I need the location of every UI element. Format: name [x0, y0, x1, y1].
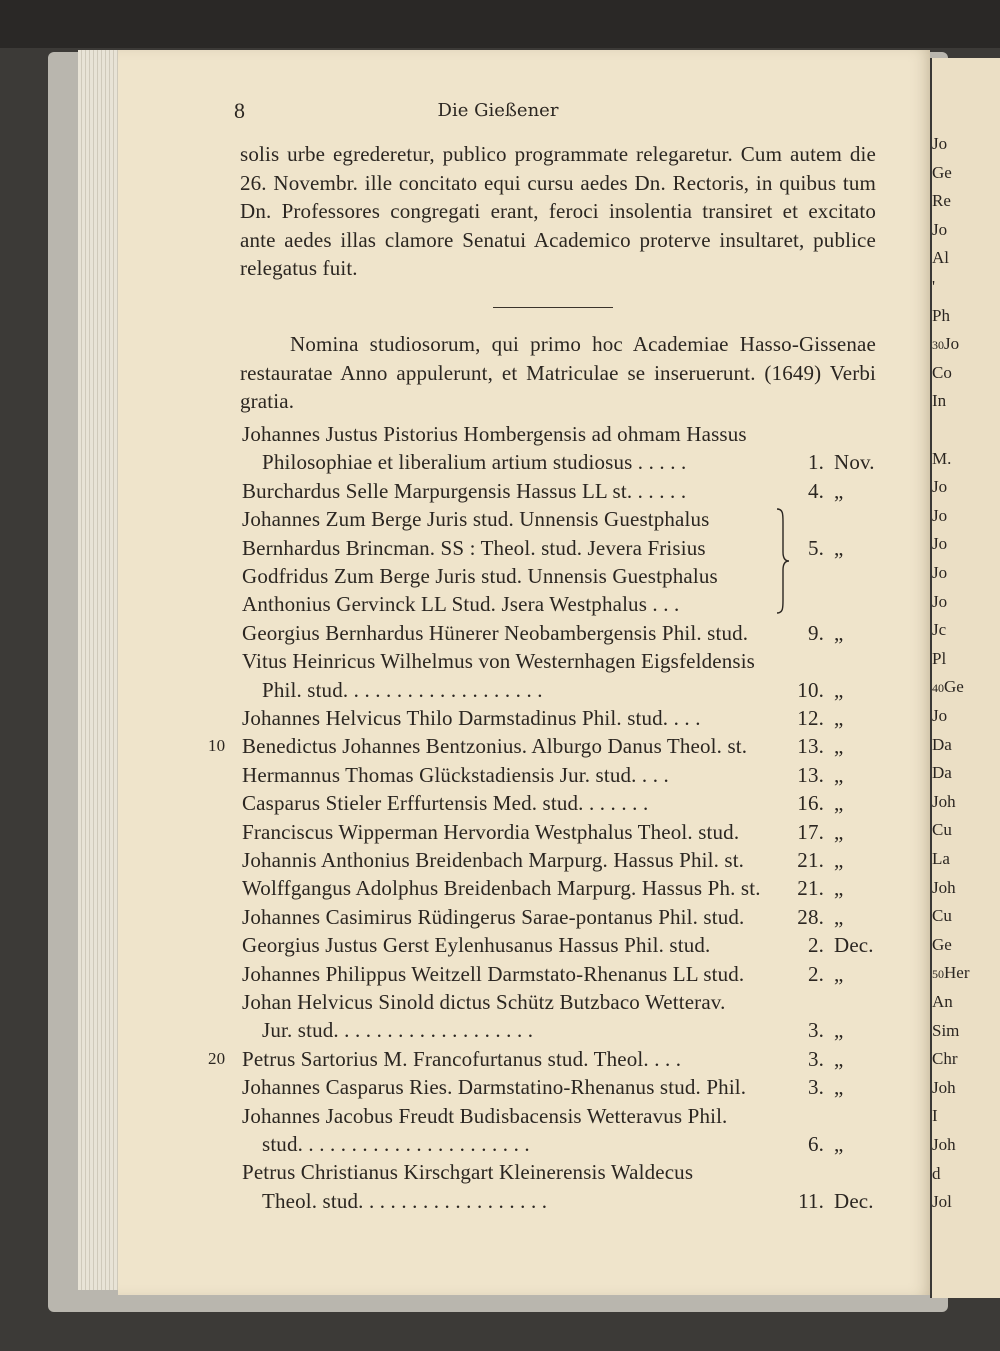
facing-page-line	[932, 792, 1000, 816]
facing-page-line	[932, 1135, 1000, 1159]
entry-day: 13.	[797, 734, 824, 759]
facing-line-text: Re	[932, 191, 951, 211]
facing-page-line	[932, 391, 1000, 415]
register-row	[0, 1132, 930, 1160]
facing-line-text: Joh	[932, 791, 956, 811]
facing-page-line	[932, 820, 1000, 844]
facing-page-line	[932, 649, 1000, 673]
entry-month: „	[834, 1132, 844, 1156]
register-row	[0, 1104, 930, 1132]
page-number: 8	[234, 98, 245, 123]
entry-day: 17.	[797, 819, 824, 844]
entry-month: „	[834, 762, 844, 787]
facing-line-text: Joh	[932, 877, 956, 897]
facing-line-text: Sim	[932, 1020, 960, 1040]
facing-line-text: Pl	[932, 648, 947, 668]
running-title: Die Gießener	[437, 100, 559, 121]
student-entry: Johannes Jacobus Freudt Budisbacensis Wetteravus Phil.	[242, 1103, 728, 1128]
register-row	[0, 763, 930, 791]
facing-line-text: Jo	[932, 563, 948, 582]
facing-line-text: Joh	[932, 1135, 956, 1154]
facing-page-line	[932, 334, 1000, 358]
student-entry: Johannes Justus Pistorius Hombergensis ad ohmam Hassus	[242, 422, 747, 446]
entry-month: „	[834, 620, 844, 645]
entry-day: 10.	[797, 677, 824, 702]
entry-month: „	[834, 819, 844, 844]
entry-day: 2.	[807, 961, 824, 986]
facing-page-line	[932, 706, 1000, 730]
entry-day: 13.	[797, 762, 824, 787]
register-row	[0, 791, 930, 819]
student-entry: Benedictus Johannes Bentzonius. Alburgo Danus Theol. st.	[242, 734, 748, 759]
facing-line-text: Ge	[932, 162, 952, 182]
facing-page-line	[932, 592, 1000, 616]
entry-month: „	[834, 478, 844, 503]
entry-month: Dec.	[834, 1188, 874, 1213]
facing-page-line	[932, 1078, 1000, 1102]
curly-brace-icon	[776, 508, 790, 614]
register-intro: Nomina studiosorum, qui primo hoc Academiae Hasso-Gissenae restauratae Anno appulerunt, et Matriculae se inseruerunt. (1649) Verbi gratia.	[240, 332, 876, 413]
facing-line-number: 30	[932, 338, 944, 353]
register-row	[0, 820, 930, 848]
register-row	[0, 962, 930, 990]
facing-page-line	[932, 620, 1000, 644]
entry-month: „	[834, 961, 844, 986]
facing-page-line	[932, 963, 1000, 987]
facing-line-text: Jo	[932, 591, 948, 611]
register-row	[0, 564, 930, 592]
register-row	[0, 678, 930, 706]
facing-page-line	[932, 449, 1000, 473]
entry-day: 9.	[807, 620, 824, 645]
facing-line-text: Chr	[932, 1049, 958, 1069]
entry-month: „	[834, 1018, 844, 1043]
student-entry: Phil. stud. . . . . . . . . . . . . . . . . . .	[262, 677, 543, 702]
register-row	[0, 422, 930, 450]
register-row	[0, 1189, 930, 1217]
facing-page-line	[932, 477, 1000, 501]
student-entry: stud. . . . . . . . . . . . . . . . . . . . . .	[262, 1132, 530, 1156]
facing-line-text: Cu	[932, 906, 952, 926]
student-entry: Vitus Heinricus Wilhelmus von Westernhagen Eigsfeldensis	[242, 649, 755, 674]
facing-line-text: Her	[944, 963, 970, 983]
entry-day: 5.	[807, 535, 824, 560]
student-entry: Petrus Sartorius M. Francofurtanus stud. Theol. . . .	[242, 1046, 682, 1071]
entry-day: 6.	[807, 1132, 824, 1156]
facing-line-number: 50	[932, 967, 944, 982]
facing-line-text: '	[932, 277, 936, 296]
facing-page-line	[932, 935, 1000, 959]
register-row	[0, 706, 930, 734]
facing-page-line	[932, 506, 1000, 530]
facing-line-text: In	[932, 391, 947, 411]
section-divider	[493, 307, 613, 308]
entry-month: Nov.	[834, 450, 875, 475]
scanner-background	[0, 0, 1000, 48]
facing-line-text: Al	[932, 248, 949, 268]
entry-day: 3.	[807, 1046, 824, 1071]
facing-page-line	[932, 1021, 1000, 1045]
student-entry: Burchardus Selle Marpurgensis Hassus LL st. . . . . .	[242, 478, 687, 503]
entry-month: „	[834, 848, 844, 872]
facing-page-line	[932, 1106, 1000, 1130]
register-row	[0, 734, 930, 762]
entry-day: 3.	[807, 1075, 824, 1100]
facing-line-text: Jo	[932, 477, 948, 497]
entry-month: „	[834, 1075, 844, 1100]
register-row	[0, 1047, 930, 1075]
facing-page-line	[932, 735, 1000, 759]
entry-month: „	[834, 677, 844, 702]
entry-month: „	[834, 535, 844, 560]
facing-line-text: Jo	[944, 334, 960, 354]
entry-month: „	[834, 876, 844, 901]
facing-line-text: Jol	[932, 1192, 952, 1212]
entry-day: 21.	[797, 848, 824, 872]
facing-page-line	[932, 906, 1000, 930]
facing-page-fragment	[930, 58, 1000, 1298]
student-entry: Johan Helvicus Sinold dictus Schütz Butzbaco Wetterav.	[242, 990, 726, 1014]
student-entry: Anthonius Gervinck LL Stud. Jsera Westphalus . . .	[242, 592, 680, 617]
entry-day: 2.	[807, 933, 824, 958]
register-row	[0, 1160, 930, 1188]
student-entry: Johannes Casparus Ries. Darmstatino-Rhenanus stud. Phil.	[242, 1075, 747, 1100]
facing-line-text: Jo	[932, 706, 948, 725]
running-head	[118, 98, 878, 128]
facing-page-line	[932, 191, 1000, 215]
facing-line-text: Ge	[944, 677, 964, 697]
facing-page-line	[932, 992, 1000, 1016]
facing-page-line	[932, 248, 1000, 272]
facing-line-text: Da	[932, 734, 952, 754]
facing-page-line	[932, 1049, 1000, 1073]
facing-line-text: Ge	[932, 934, 952, 954]
register-row	[0, 479, 930, 507]
facing-line-text: Jc	[932, 620, 947, 640]
register-row	[0, 905, 930, 933]
body-paragraph: solis urbe egrederetur, publico programmate relegaretur. Cum autem die 26. Novembr. ille concitato equi cursu aedes Dn. Rectoris, in quibus tum Dn. Professores congregati erant, feroci insolentia transiret et excitato ante aedes illas clamore Senatui Academico proterve insultaret, publice relegatus fuit.	[240, 142, 876, 280]
facing-page-line	[932, 220, 1000, 244]
entry-day: 12.	[797, 706, 824, 730]
student-entry: Johannes Casimirus Rüdingerus Sarae-pontanus Phil. stud.	[242, 904, 745, 929]
facing-line-text: Jo	[932, 534, 948, 554]
register-row	[0, 933, 930, 961]
student-entry: Theol. stud. . . . . . . . . . . . . . . . . .	[262, 1188, 548, 1213]
entry-day: 3.	[807, 1018, 824, 1043]
student-entry: Georgius Bernhardus Hünerer Neobambergensis Phil. stud.	[242, 620, 749, 645]
entry-month: „	[834, 706, 844, 730]
student-entry: Bernhardus Brincman. SS : Theol. stud. Jevera Frisius	[242, 535, 706, 560]
student-entry: Wolffgangus Adolphus Breidenbach Marpurg. Hassus Ph. st.	[242, 876, 761, 901]
register-row	[0, 848, 930, 876]
register-row	[0, 621, 930, 649]
facing-page-line	[932, 849, 1000, 873]
facing-page-line	[932, 1164, 1000, 1188]
facing-page-line	[932, 677, 1000, 701]
facing-line-text: Jo	[932, 505, 948, 525]
facing-line-text: M.	[932, 448, 952, 468]
entry-day: 11.	[798, 1188, 824, 1213]
facing-page-line	[932, 563, 1000, 587]
register-row	[0, 649, 930, 677]
student-entry: Johannis Anthonius Breidenbach Marpurg. Hassus Phil. st.	[242, 848, 745, 872]
facing-line-text: Cu	[932, 820, 952, 840]
register-row	[0, 990, 930, 1018]
entry-month: „	[834, 1046, 844, 1071]
facing-page-line	[932, 534, 1000, 558]
facing-page-line	[932, 420, 1000, 444]
entry-month: „	[834, 791, 844, 816]
facing-line-number: 40	[932, 681, 944, 696]
facing-line-text: An	[932, 992, 953, 1011]
register-row	[0, 536, 930, 564]
student-entry: Jur. stud. . . . . . . . . . . . . . . . . . .	[262, 1018, 534, 1043]
entry-month: „	[834, 734, 844, 759]
entry-month: „	[834, 904, 844, 929]
register-row	[0, 1018, 930, 1046]
student-entry: Johannes Zum Berge Juris stud. Unnensis Guestphalus	[242, 507, 710, 532]
facing-line-text: Joh	[932, 1077, 956, 1097]
entry-month: Dec.	[834, 933, 874, 958]
student-entry: Petrus Christianus Kirschgart Kleinerensis Waldecus	[242, 1160, 694, 1185]
facing-line-text: I	[932, 1106, 938, 1126]
facing-line-text: Co	[932, 362, 952, 382]
facing-line-text: Jo	[932, 134, 948, 153]
line-number: 20	[208, 1048, 226, 1068]
student-entry: Casparus Stieler Erffurtensis Med. stud. . . . . . .	[242, 791, 649, 816]
student-entry: Johannes Philippus Weitzell Darmstato-Rhenanus LL stud.	[242, 961, 745, 986]
register-row	[0, 450, 930, 478]
student-entry: Hermannus Thomas Glückstadiensis Jur. stud. . . .	[242, 762, 669, 787]
facing-page-line	[932, 878, 1000, 902]
student-entry: Godfridus Zum Berge Juris stud. Unnensis Guestphalus	[242, 564, 718, 588]
facing-page-line	[932, 134, 1000, 158]
entry-day: 28.	[797, 904, 824, 929]
facing-page-line	[932, 163, 1000, 187]
entry-day: 21.	[797, 876, 824, 901]
facing-line-text: Ph	[932, 305, 950, 325]
facing-page-line	[932, 363, 1000, 387]
line-number: 10	[208, 736, 226, 756]
student-entry: Georgius Justus Gerst Eylenhusanus Hassus Phil. stud.	[242, 933, 711, 958]
facing-line-text: d	[932, 1163, 941, 1183]
facing-line-text: La	[932, 849, 950, 868]
student-entry: Philosophiae et liberalium artium studiosus . . . . .	[262, 450, 687, 475]
register-row	[0, 1075, 930, 1103]
facing-page-line	[932, 1192, 1000, 1216]
facing-page-line	[932, 763, 1000, 787]
register-row	[0, 592, 930, 620]
facing-page-line	[932, 306, 1000, 330]
register-row	[0, 876, 930, 904]
entry-day: 1.	[807, 450, 824, 475]
student-entry: Johannes Helvicus Thilo Darmstadinus Phil. stud. . . .	[242, 706, 701, 730]
student-entry: Franciscus Wipperman Hervordia Westphalus Theol. stud.	[242, 819, 740, 844]
facing-line-text: Jo	[932, 219, 948, 239]
facing-line-text: Da	[932, 763, 952, 783]
entry-day: 4.	[807, 478, 824, 503]
facing-page-line	[932, 277, 1000, 301]
entry-day: 16.	[797, 791, 824, 816]
register-row	[0, 507, 930, 535]
